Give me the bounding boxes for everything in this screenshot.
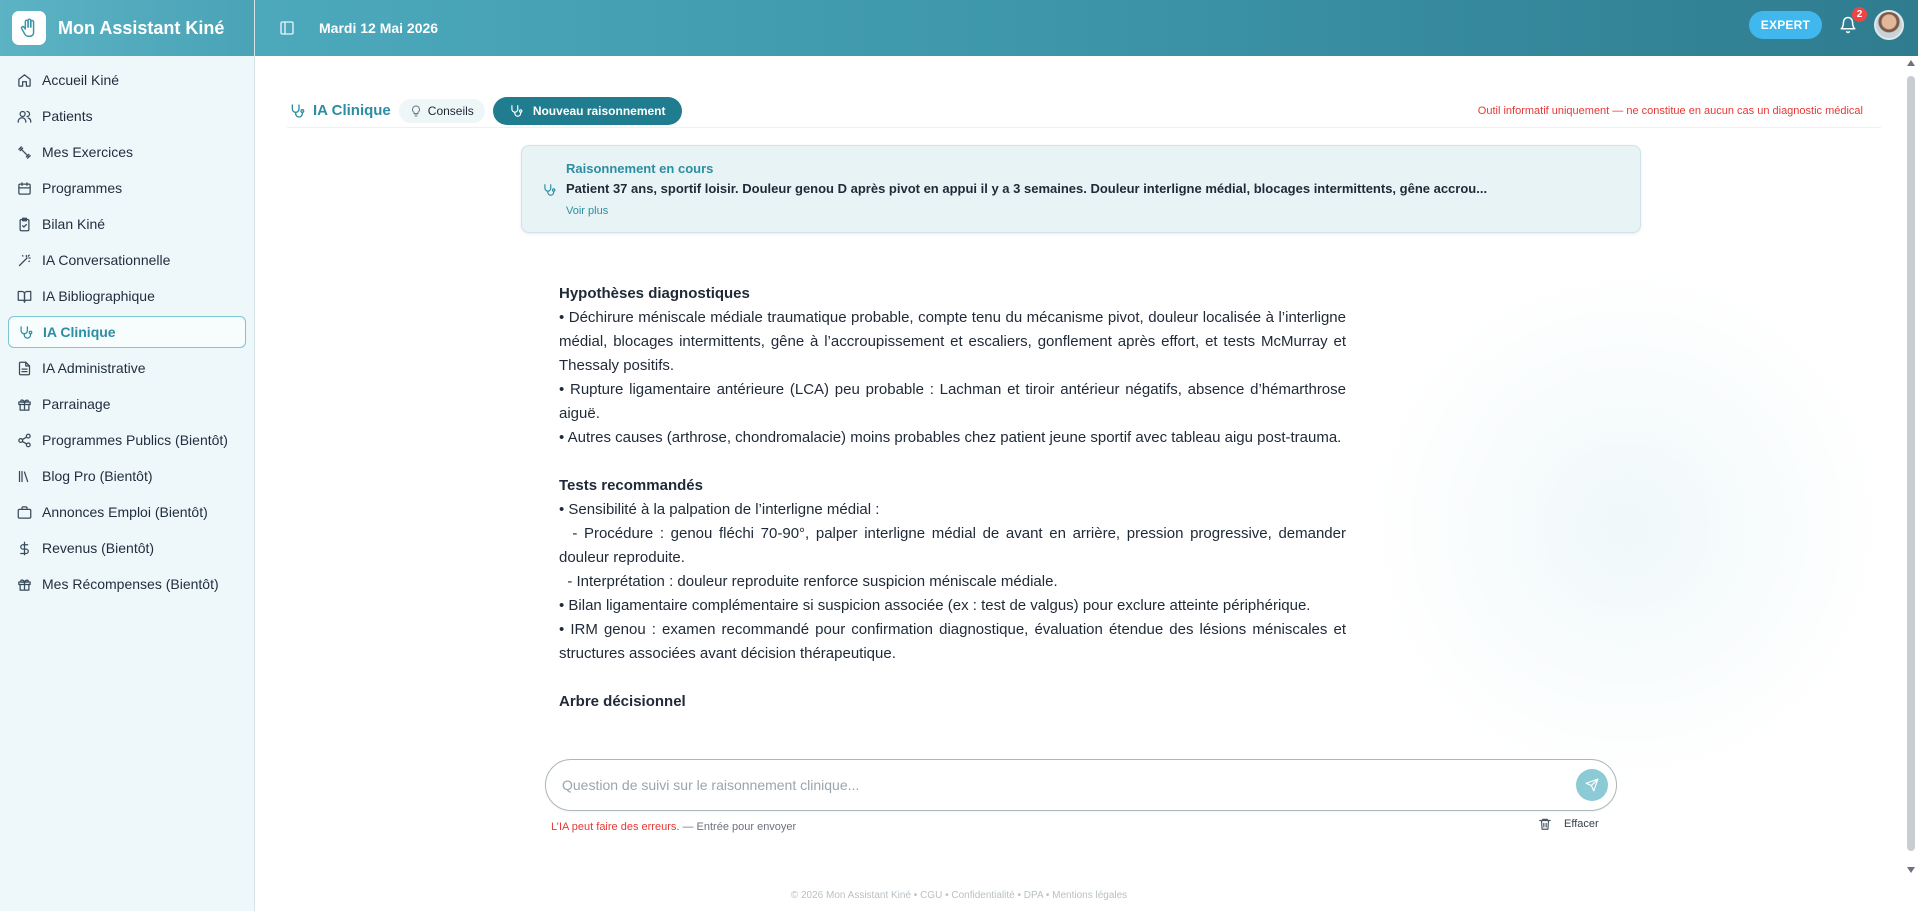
dumbbell-icon [16,144,32,160]
library-icon [16,468,32,484]
file-text-icon [16,360,32,376]
sidebar-item-label: IA Conversationnelle [42,252,171,268]
new-reasoning-button[interactable] [493,97,682,125]
briefcase-icon [16,504,32,520]
tab-conseils[interactable] [399,99,485,123]
users-icon [16,108,32,124]
sidebar-item-label: Patients [42,108,93,124]
clear-button[interactable] [1538,817,1599,831]
paragraph: • Bilan ligamentaire complémentaire si suspicion associée (ex : test de valgus) pour exclure atteinte périphérique. [559,597,1311,614]
share-icon [16,432,32,448]
paragraph: - Interprétation : douleur reproduite renforce suspicion méniscale médiale. [559,573,1058,590]
bell-icon[interactable] [1836,9,1863,37]
sidebar-item-patients[interactable] [8,100,246,132]
legal-footer: © 2026 Mon Assistant Kiné • CGU • Confidentialité • DPA • Mentions légales [790,890,1128,901]
see-more-link[interactable]: Voir plus [566,205,609,217]
book-open-icon [16,288,32,304]
clear-label: Effacer [1564,818,1599,830]
reasoning-card [521,145,1641,233]
button-label: Nouveau raisonnement [532,103,666,118]
sidebar-item-blog-pro[interactable] [8,460,246,492]
notification-count: 2 [1852,7,1867,22]
sidebar-item-label: Mes Récompenses (Bientôt) [42,576,219,592]
top-bar [255,0,1918,56]
medical-disclaimer: Outil informatif uniquement — ne constitue en aucun cas un diagnostic médical [1477,104,1863,117]
avatar[interactable] [1874,10,1904,40]
tab-label: IA Clinique [313,102,391,119]
followup-input[interactable] [562,774,1542,796]
sidebar-item-label: IA Administrative [42,360,146,376]
clipboard-check-icon [16,216,32,232]
input-hint [551,821,796,833]
sidebar-item-label: IA Clinique [43,324,116,340]
sidebar-toggle-icon[interactable] [277,18,297,38]
section-heading: Tests recommandés [559,477,703,494]
scroll-down-icon[interactable] [1907,867,1915,873]
section-heading: Arbre décisionnel [559,693,686,710]
sidebar-item-label: Revenus (Bientôt) [42,540,155,556]
sidebar-item-label: Parrainage [42,396,111,412]
sidebar [0,0,255,911]
section-heading: Hypothèses diagnostiques [559,285,750,302]
sidebar-nav [0,56,254,600]
sidebar-item-programmes[interactable] [8,172,246,204]
reasoning-summary: Patient 37 ans, sportif loisir. Douleur genou D après pivot en appui il y a 3 semaines. Douleur interligne médial, blocages intermittents, gêne accrou... [566,181,1488,196]
sidebar-item-annonces-emploi[interactable] [8,496,246,528]
scroll-up-icon[interactable] [1907,60,1915,66]
enter-hint: — Entrée pour envoyer [679,821,797,833]
sidebar-item-label: Accueil Kiné [42,72,120,88]
sidebar-item-label: Annonces Emploi (Bientôt) [42,504,208,520]
magic-wand-icon [16,252,32,268]
sidebar-item-programmes-publics[interactable] [8,424,246,456]
lightbulb-icon [410,105,422,117]
send-button[interactable] [1576,769,1608,801]
followup-box [545,759,1617,811]
hand-logo-icon [12,11,46,45]
sidebar-item-label: Blog Pro (Bientôt) [42,468,153,484]
sidebar-item-ia-clinique[interactable] [8,316,246,348]
sidebar-item-mes-recompenses[interactable] [8,568,246,600]
paragraph: • Autres causes (arthrose, chondromalacie) moins probables chez patient jeune sportif avec tableau aigu post-trauma. [559,429,1342,446]
paragraph: • Rupture ligamentaire antérieure (LCA) peu probable : Lachman et tiroir antérieur négatifs, absence d’hémarthrose aiguë. [559,381,1346,422]
dollar-icon [16,540,32,556]
sidebar-item-label: Mes Exercices [42,144,134,160]
ai-response [559,282,1351,714]
paragraph: • Déchirure méniscale médiale traumatique probable, compte tenu du mécanisme pivot, douleur localisée à l’interligne médial, blocages intermittents, gêne à l’accroupissement et escaliers, gonflement après effort, et tests McMurray et Thessaly positifs. [559,309,1346,374]
scroll-thumb[interactable] [1907,76,1915,851]
tab-ia-clinique[interactable] [289,102,391,119]
sidebar-item-ia-administrative[interactable] [8,352,246,384]
gift-icon [16,396,32,412]
stethoscope-icon [542,183,556,202]
scrollbar[interactable] [1904,56,1918,911]
sidebar-item-label: Programmes Publics (Bientôt) [42,432,228,448]
stethoscope-icon [17,324,33,340]
send-icon [1585,778,1599,792]
main-content [255,56,1918,911]
tabs-row [287,94,1881,128]
sidebar-item-accueil-kine[interactable] [8,64,246,96]
top-right-actions [1749,10,1904,40]
tab-label: Conseils [427,103,474,118]
ai-warning: L’IA peut faire des erreurs. [551,821,680,833]
sidebar-item-bilan-kine[interactable] [8,208,246,240]
paragraph: - Procédure : genou fléchi 70-90°, palper interligne médial de avant en arrière, pression progressive, demander douleur reproduite. [559,525,1351,566]
sidebar-item-ia-conversationnelle[interactable] [8,244,246,276]
paragraph: • Sensibilité à la palpation de l’interligne médial : [559,501,880,518]
stethoscope-icon [509,104,523,118]
sidebar-item-ia-bibliographique[interactable] [8,280,246,312]
sidebar-item-mes-exercices[interactable] [8,136,246,168]
expert-badge[interactable]: EXPERT [1749,11,1822,39]
brand-header[interactable] [0,0,254,56]
calendar-icon [16,180,32,196]
sidebar-item-label: Programmes [42,180,123,196]
stethoscope-icon [289,103,305,119]
sidebar-item-revenus[interactable] [8,532,246,564]
trash-icon [1538,817,1552,831]
sidebar-item-parrainage[interactable] [8,388,246,420]
reasoning-title: Raisonnement en cours [566,161,714,176]
home-icon [16,72,32,88]
app-name: Mon Assistant Kiné [58,17,225,38]
sidebar-item-label: Bilan Kiné [42,216,106,232]
background-decoration [1367,266,1887,786]
gift-icon [16,576,32,592]
paragraph: • IRM genou : examen recommandé pour confirmation diagnostique, évaluation étendue des lésions méniscales et structures associées avant décision thérapeutique. [559,621,1346,662]
current-date: Mardi 12 Mai 2026 [319,20,439,36]
sidebar-item-label: IA Bibliographique [42,288,155,304]
